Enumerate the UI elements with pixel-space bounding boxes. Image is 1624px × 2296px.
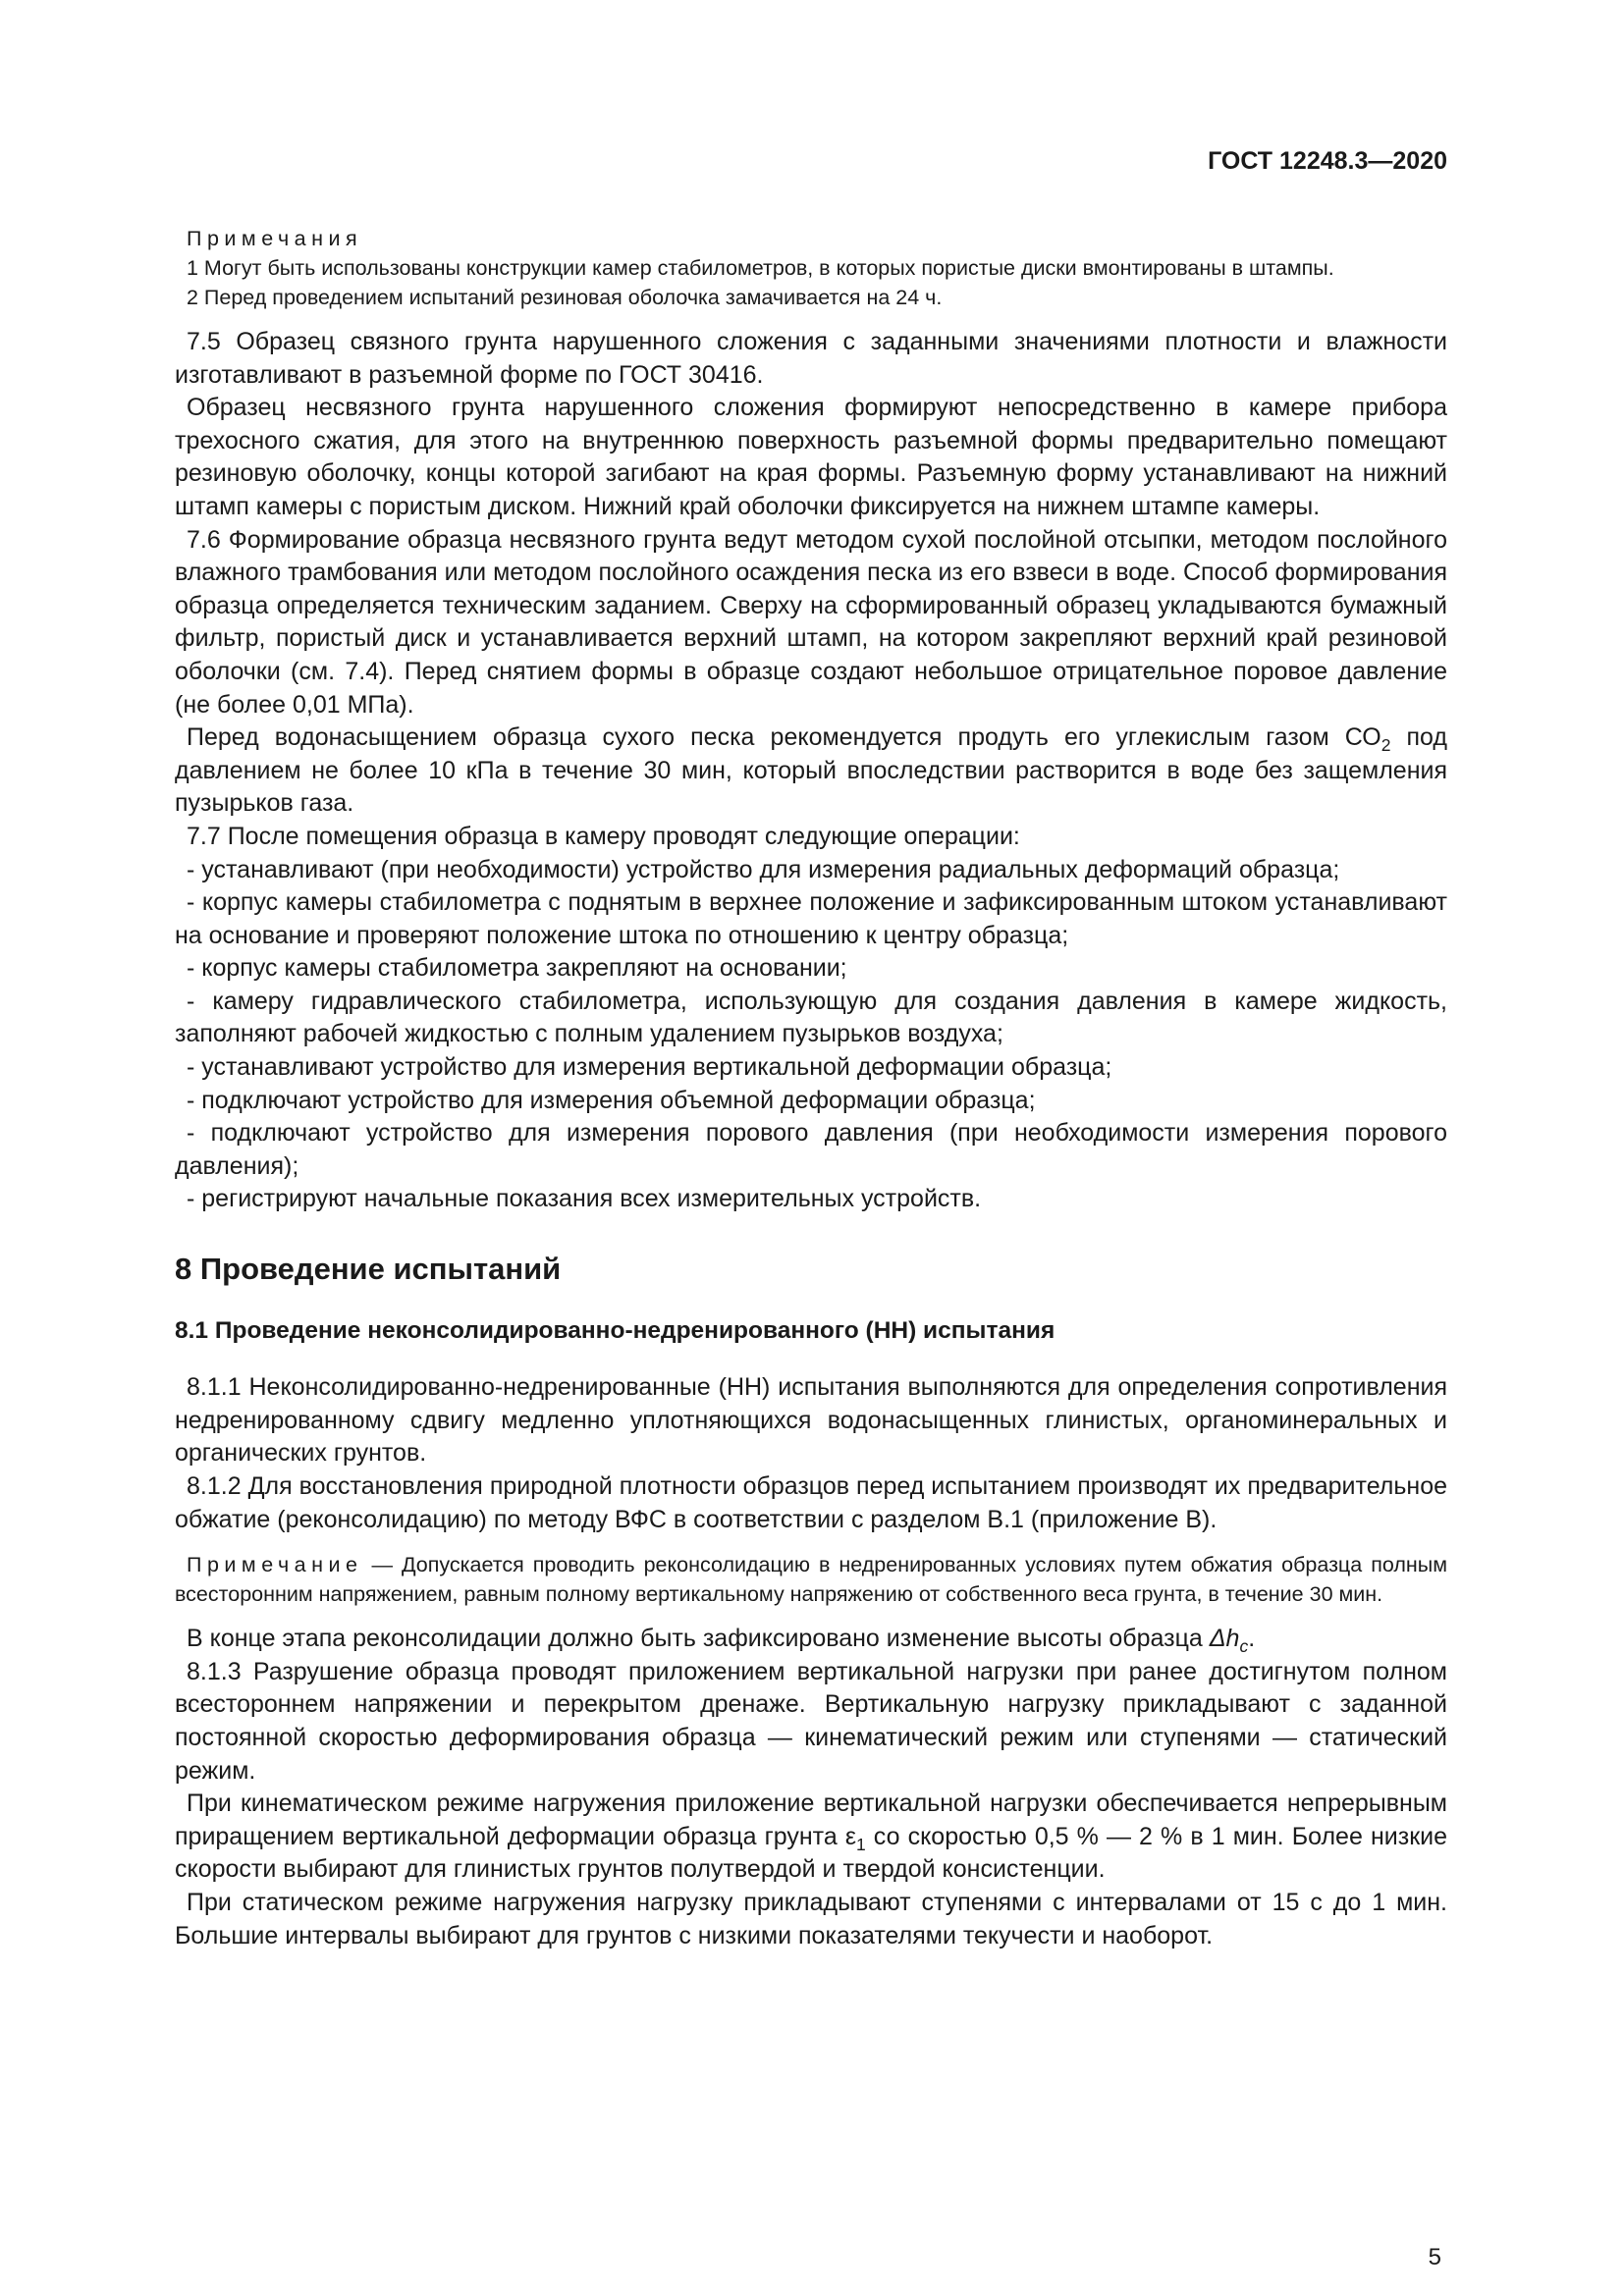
paragraph-7-7: 7.7 После помещения образца в камеру проводят следующие операции: xyxy=(187,822,1020,850)
page-number: 5 xyxy=(1428,2244,1441,2270)
paragraph-7-5-cont: Образец несвязного грунта нарушенного сложения формируют непосредственно в камере прибора трехосного сжатия, для этого на внутреннюю поверхность разъемной формы предварительно помещают резиновую оболочку, концы которой загибают на края формы. Разъемную форму устанавливают на нижний штамп камеры с пористым диском. Нижний край оболочки фиксируется на нижнем штампе камеры. xyxy=(175,394,1447,520)
section-8-title: 8 Проведение испытаний xyxy=(175,1252,562,1287)
co2-text-before: Перед водонасыщением образца сухого песка рекомендуется продуть его углекислым газом СО xyxy=(187,723,1381,752)
paragraph-7-6: 7.6 Формирование образца несвязного грунта ведут методом сухой послойной отсыпки, методом послойного влажного трамбования или методом послойного осаждения песка из его взвеси в воде. Способ формирования образца определяется техническим заданием. Сверху на сформированный образец укладываются бумажный фильтр, пористый диск и устанавливается верхний штамп, на котором закрепляют верхний край резиновой оболочки (см. 7.4). Перед снятием формы в образце создают небольшое отрицательное поровое давление (не более 0,01 МПа). xyxy=(175,525,1447,719)
notes-block xyxy=(175,224,1447,312)
note-item-2: 2 Перед проведением испытаний резиновая оболочка замачивается на 24 ч. xyxy=(187,286,943,309)
delta-h-symbol: Δh xyxy=(1209,1625,1240,1653)
paragraph-reconsolidation xyxy=(175,1623,1447,1656)
subsection-8-1-title: 8.1 Проведение неконсолидированно-недренированного (НН) испытания xyxy=(175,1316,1056,1344)
list-item: - устанавливают (при необходимости) устройство для измерения радиальных деформаций образца; xyxy=(187,855,1340,883)
list-item: - подключают устройство для измерения объемной деформации образца; xyxy=(187,1086,1036,1114)
paragraph-static: При статическом режиме нагружения нагрузку прикладывают ступенями с интервалами от 15 с до 1 мин. Большие интервалы выбирают для грунтов с низкими показателями текучести и наоборот. xyxy=(175,1888,1447,1949)
paragraph-kinematic xyxy=(175,1788,1447,1887)
list-item: - камеру гидравлического стабилометра, использующую для создания давления в камере жидкость, заполняют рабочей жидкостью с полным удалением пузырьков воздуха; xyxy=(175,987,1447,1048)
list-item: - устанавливают устройство для измерения вертикальной деформации образца; xyxy=(187,1053,1112,1082)
epsilon-subscript: 1 xyxy=(855,1834,866,1854)
list-item: - подключают устройство для измерения порового давления (при необходимости измерения порового давления); xyxy=(175,1119,1447,1180)
list-item: - регистрируют начальные показания всех измерительных устройств. xyxy=(187,1185,982,1213)
recons-text-before: В конце этапа реконсолидации должно быть зафиксировано изменение высоты образца xyxy=(187,1625,1210,1653)
paragraph-8-1-3: 8.1.3 Разрушение образца проводят приложением вертикальной нагрузки при ранее достигнутом полном всестороннем напряжении и перекрытом дренаже. Вертикальную нагрузку прикладывают с заданной постоянной скоростью деформирования образца — кинематический режим или ступенями — статический режим. xyxy=(175,1657,1447,1785)
co2-subscript: 2 xyxy=(1380,735,1391,756)
paragraph-8-1-1: 8.1.1 Неконсолидированно-недренированные (НН) испытания выполняются для определения сопротивления недренированному сдвигу медленно уплотняющихся водонасыщенных глинистых, органоминеральных и органических грунтов. xyxy=(175,1373,1447,1468)
co2-text-after: под давлением не более 10 кПа в течение 30 мин, который впоследствии растворится в воде без защемления пузырьков газа. xyxy=(175,723,1447,818)
note-8-1-2 xyxy=(175,1550,1447,1609)
paragraph-8-1-2: 8.1.2 Для восстановления природной плотности образцов перед испытанием производят их предварительное обжатие (реконсолидацию) по методу ВФС в соответствии с разделом В.1 (приложение В). xyxy=(175,1472,1447,1533)
note-label: Примечание xyxy=(187,1553,363,1577)
kinematic-text-after: со скоростью 0,5 % — 2 % в 1 мин. Более низкие скорости выбирают для глинистых грунтов полутвердой и твердой консистенции. xyxy=(175,1822,1447,1884)
recons-text-after: . xyxy=(1248,1625,1256,1653)
operations-list xyxy=(175,854,1447,1217)
paragraph-co2 xyxy=(175,721,1447,821)
note-text: — Допускается проводить реконсолидацию в недренированных условиях путем обжатия образца полным всесторонним напряжением, равным полному вертикальному напряжению от собственного веса грунта, в течение 30 мин. xyxy=(175,1553,1447,1607)
kinematic-text-before: При кинематическом режиме нагружения приложение вертикальной нагрузки обеспечивается непрерывным приращением вертикальной деформации образца грунта xyxy=(175,1789,1447,1850)
notes-heading: Примечания xyxy=(187,227,363,250)
document-code: ГОСТ 12248.3—2020 xyxy=(1208,147,1447,175)
list-item: - корпус камеры стабилометра закрепляют на основании; xyxy=(187,954,847,983)
delta-h-subscript: c xyxy=(1239,1636,1249,1657)
epsilon-symbol: ε xyxy=(844,1822,856,1850)
note-item-1: 1 Могут быть использованы конструкции камер стабилометров, в которых пористые диски вмонтированы в штампы. xyxy=(187,256,1334,280)
list-item: - корпус камеры стабилометра с поднятым в верхнее положение и зафиксированным штоком устанавливают на основание и проверяют положение штока по отношению к центру образца; xyxy=(175,888,1447,949)
page-body xyxy=(175,224,1447,1952)
paragraph-7-5: 7.5 Образец связного грунта нарушенного сложения с заданными значениями плотности и влажности изготавливают в разъемной форме по ГОСТ 30416. xyxy=(175,328,1447,389)
